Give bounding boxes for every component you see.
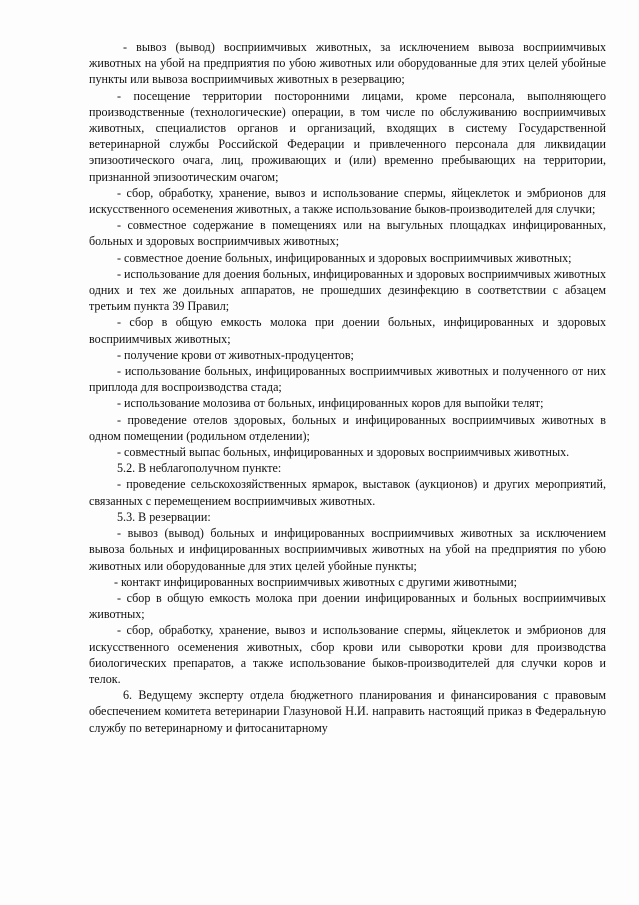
paragraph-ban-colostrum: - использование молозива от больных, инфицированных коров для выпойки телят;	[117, 396, 544, 411]
paragraph-ban-contact: - контакт инфицированных восприимчивых животных с другими животными;	[114, 574, 517, 589]
section-heading-5-2: 5.2. В неблагополучном пункте:	[117, 461, 282, 476]
document-page	[89, 39, 606, 736]
paragraph-ban-fairs: - проведение сельскохозяйственных ярмарок, выставок (аукционов) и других мероприятий, связанных с перемещением восприимчивых животных.	[89, 477, 606, 508]
paragraph-ban-joint-milking: - совместное доение больных, инфицированных и здоровых восприимчивых животных;	[117, 250, 572, 265]
paragraph-ban-milking-devices: - использование для доения больных, инфицированных и здоровых восприимчивых животных одних и тех же доильных аппаратов, не прошедших дезинфекцию в соответствии с абзацем третьим пункта 39 Правил;	[89, 266, 606, 314]
page-bottom-margin	[0, 868, 639, 905]
paragraph-ban-reproduction: - использование больных, инфицированных восприимчивых животных и полученного от них приплода для воспроизводства стада;	[89, 364, 606, 395]
paragraph-ban-reservation-sperm: - сбор, обработку, хранение, вывоз и использование спермы, яйцеклеток и эмбрионов для искусственного осеменения животных, сбор крови или сыворотки крови для производства биологических препаратов, а также использование быков-производителей для случки коров и телок.	[89, 623, 606, 686]
paragraph-ban-removal: - вывоз (вывод) восприимчивых животных, за исключением вывоза восприимчивых животных на убой на предприятия по убою животных или оборудованные для этих целей убойные пункты или вывоза восприимчивых животных в резервацию;	[89, 40, 606, 87]
paragraph-ban-blood: - получение крови от животных-продуцентов;	[117, 347, 354, 362]
paragraph-ban-calving: - проведение отелов здоровых, больных и инфицированных восприимчивых животных в одном помещении (родильном отделении);	[89, 412, 606, 443]
paragraph-ban-grazing: - совместный выпас больных, инфицированных и здоровых восприимчивых животных.	[117, 445, 570, 460]
paragraph-ban-reservation-removal: - вывоз (вывод) больных и инфицированных восприимчивых животных за исключением вывоза больных и инфицированных восприимчивых животных на убой на предприятия по убою животных или оборудованные для этих целей убойные пункты;	[89, 526, 606, 573]
paragraph-order-6: 6. Ведущему эксперту отдела бюджетного планирования и финансирования с правовым обеспечением комитета ветеринарии Глазуновой Н.И. направить настоящий приказ в Федеральную службу по ветеринарному и фитосанитарному	[89, 688, 606, 735]
paragraph-ban-joint-keeping: - совместное содержание в помещениях или на выгульных площадках инфицированных, больных и здоровых восприимчивых животных;	[89, 218, 606, 249]
paragraph-ban-milk-collection: - сбор в общую емкость молока при доении больных, инфицированных и здоровых восприимчивых животных;	[89, 315, 606, 346]
section-heading-5-3: 5.3. В резервации:	[117, 509, 211, 524]
paragraph-ban-visiting: - посещение территории посторонними лицами, кроме персонала, выполняющего производственные (технологические) операции, в том числе по обслуживанию восприимчивых животных, специалистов органов и организаций, входящих в систему Государственной ветеринарной службы Российской Федерации и привлеченного персонала для ликвидации эпизоотического очага, лиц, проживающих и (или) временно пребывающих на территории, признанной эпизоотическим очагом;	[89, 88, 606, 184]
paragraph-ban-sperm: - сбор, обработку, хранение, вывоз и использование спермы, яйцеклеток и эмбрионов для искусственного осеменения животных, а также использование быков-производителей для случки;	[89, 185, 606, 217]
paragraph-ban-reservation-milk: - сбор в общую емкость молока при доении инфицированных и больных восприимчивых животных;	[89, 590, 606, 622]
